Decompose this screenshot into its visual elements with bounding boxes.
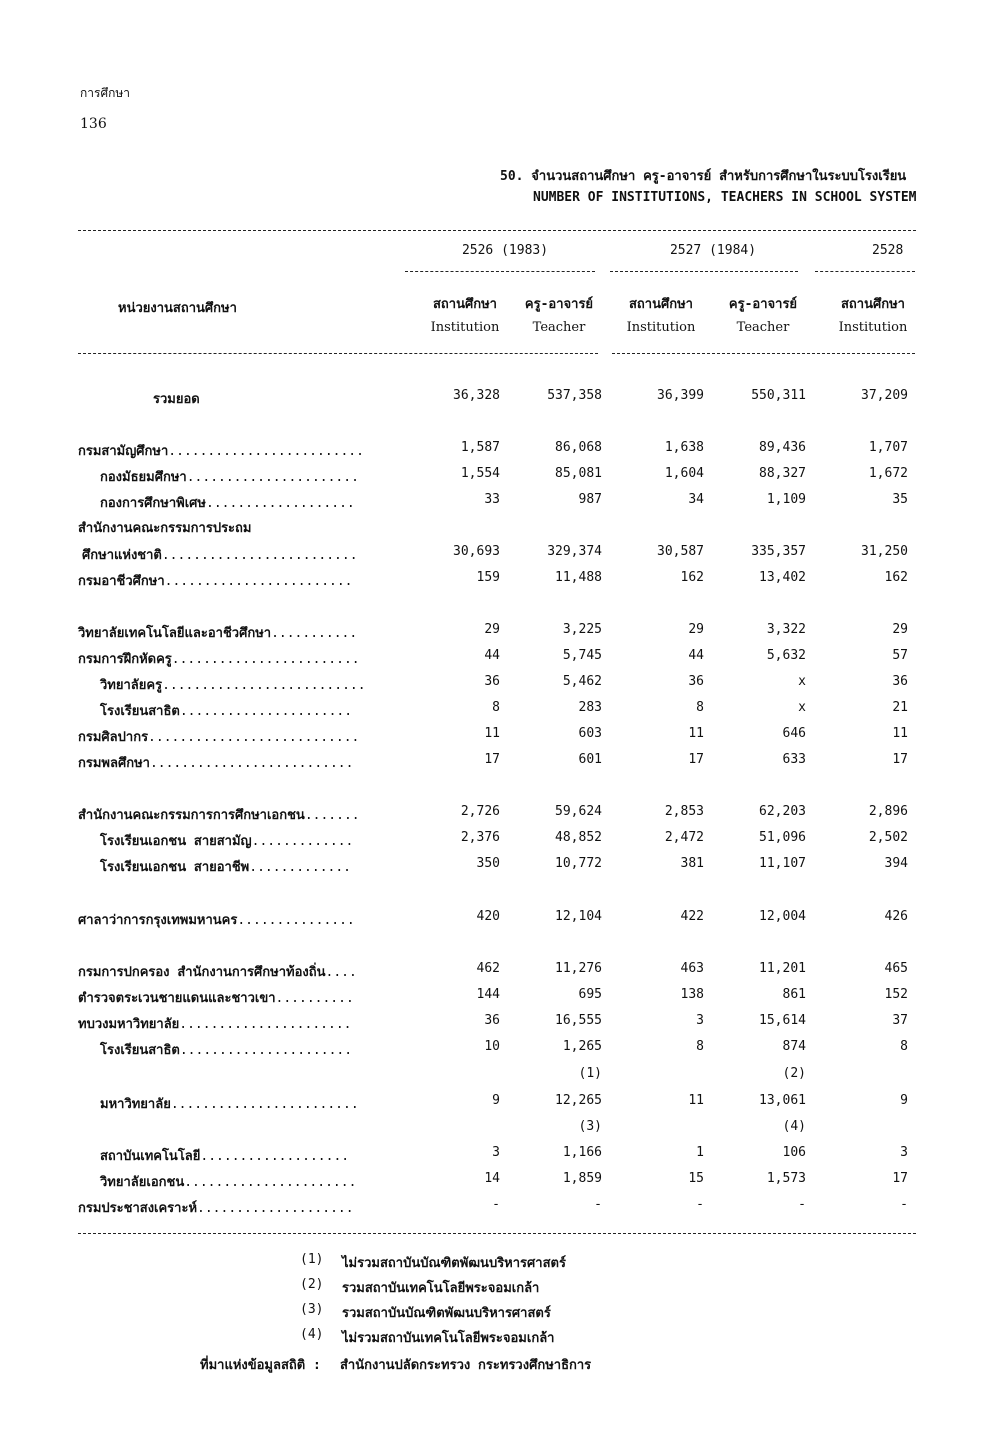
- row-label-text: สำนักงานคณะกรรมการประถม: [78, 521, 252, 536]
- cell-value: 5,745: [562, 648, 602, 663]
- cell-value: 11,276: [555, 961, 602, 976]
- cell-value: 2,896: [868, 804, 908, 819]
- row-label-text: กรมอาชีวศึกษา: [78, 574, 165, 589]
- table-row: [0, 830, 990, 854]
- row-label: [78, 726, 359, 747]
- cell-value: 13,061: [759, 1093, 806, 1108]
- cell-value: -: [696, 1197, 704, 1212]
- row-label: [100, 466, 359, 487]
- cell-value: 8: [696, 1039, 704, 1054]
- row-label-text: กรมสามัญศึกษา: [78, 444, 169, 459]
- cell-value: 3: [696, 1013, 704, 1028]
- table-row: [0, 987, 990, 1011]
- table-row: [0, 1039, 990, 1063]
- table-row: [0, 1119, 990, 1143]
- cell-value: 144: [476, 987, 500, 1002]
- cell-value: 1: [696, 1145, 704, 1160]
- leader-dots: ......................: [186, 470, 359, 485]
- row-label-text: กรมพลศึกษา: [78, 756, 150, 771]
- footnote-text: ไม่รวมสถาบันเทคโนโลยีพระจอมเกล้า: [342, 1331, 555, 1346]
- table-row: [0, 544, 990, 568]
- row-label-text: วิทยาลัยเทคโนโลยีและอาชีวศึกษา: [78, 626, 272, 641]
- row-label-text: ศาลาว่าการกรุงเทพมหานคร: [78, 913, 238, 928]
- row-label-text: กรมการปกครอง สำนักงานการศึกษาท้องถิ่น: [78, 965, 326, 980]
- cell-value: 62,203: [759, 804, 806, 819]
- row-label-text: ศึกษาแห่งชาติ: [82, 548, 162, 563]
- footnote-text: รวมสถาบันเทคโนโลยีพระจอมเกล้า: [342, 1281, 540, 1296]
- table-title-english: NUMBER OF INSTITUTIONS, TEACHERS IN SCHOOL SYSTEM: [533, 190, 917, 205]
- year-rule-1985: [815, 271, 915, 272]
- row-label: [82, 544, 358, 565]
- cell-value: 30,693: [453, 544, 500, 559]
- cell-value: 463: [680, 961, 704, 976]
- col-header-en: Teacher: [736, 320, 790, 335]
- cell-value: 159: [476, 570, 500, 585]
- cell-value: 8: [900, 1039, 908, 1054]
- cell-value: 14: [484, 1171, 500, 1186]
- cell-value: (2): [782, 1066, 806, 1081]
- cell-value: 329,374: [547, 544, 602, 559]
- header-bottom-rule-right: [612, 353, 915, 354]
- table-row: [0, 752, 990, 776]
- row-label: [78, 961, 357, 982]
- header-bottom-rule-left: [78, 353, 598, 354]
- cell-value: 3,225: [562, 622, 602, 637]
- cell-value: 5,462: [562, 674, 602, 689]
- cell-value: 11,201: [759, 961, 806, 976]
- table-row: [0, 804, 990, 828]
- cell-value: 2,726: [460, 804, 500, 819]
- leader-dots: ...............: [237, 913, 355, 928]
- cell-value: 335,357: [751, 544, 806, 559]
- row-label: [100, 1039, 352, 1060]
- cell-value: 874: [782, 1039, 806, 1054]
- table-row: [0, 1093, 990, 1117]
- row-label: [100, 492, 355, 513]
- footnote-mark: (4): [300, 1327, 324, 1342]
- cell-value: 59,624: [555, 804, 602, 819]
- leader-dots: ..........................: [162, 678, 366, 693]
- footnote-text: ไม่รวมสถาบันบัณฑิตพัฒนบริหารศาสตร์: [342, 1256, 566, 1271]
- table-title-thai: 50. จำนวนสถานศึกษา ครู-อาจารย์ สำหรับการศึกษาในระบบโรงเรียน: [500, 169, 907, 184]
- row-label-text: โรงเรียนสาธิต: [100, 1043, 180, 1058]
- leader-dots: ...........................: [148, 730, 360, 745]
- leader-dots: ......................: [179, 1017, 352, 1032]
- cell-value: 1,573: [766, 1171, 806, 1186]
- row-label-text: วิทยาลัยครู: [100, 678, 163, 693]
- table-row: [0, 517, 990, 541]
- cell-value: 8: [696, 700, 704, 715]
- col-header-th: ครู-อาจารย์: [728, 297, 798, 312]
- leader-dots: ........................: [164, 574, 353, 589]
- cell-value: 465: [884, 961, 908, 976]
- col-header-en: Institution: [430, 320, 500, 335]
- cell-value: 138: [680, 987, 704, 1002]
- footnote-text: รวมสถาบันบัณฑิตพัฒนบริหารศาสตร์: [342, 1306, 551, 1321]
- row-label-text: กองมัธยมศึกษา: [100, 470, 187, 485]
- row-label-text: ตำรวจตระเวนชายแดนและชาวเขา: [78, 991, 276, 1006]
- col-header-en: Institution: [626, 320, 696, 335]
- row-label: [78, 517, 251, 538]
- cell-value: 422: [680, 909, 704, 924]
- cell-value: 29: [688, 622, 704, 637]
- cell-value: 537,358: [547, 388, 602, 403]
- col-header-th: ครู-อาจารย์: [524, 297, 594, 312]
- cell-value: 9: [900, 1093, 908, 1108]
- cell-value: 1,587: [460, 440, 500, 455]
- leader-dots: ........................: [171, 652, 360, 667]
- cell-value: 29: [484, 622, 500, 637]
- cell-value: 861: [782, 987, 806, 1002]
- leader-dots: ..........: [275, 991, 354, 1006]
- cell-value: 11: [892, 726, 908, 741]
- cell-value: 1,265: [562, 1039, 602, 1054]
- row-label: [78, 648, 360, 669]
- cell-value: 34: [688, 492, 704, 507]
- row-label-text: โรงเรียนสาธิต: [100, 704, 180, 719]
- table-row: [0, 440, 990, 464]
- row-label: [78, 987, 354, 1008]
- cell-value: 36: [688, 674, 704, 689]
- leader-dots: .........................: [161, 548, 358, 563]
- cell-value: 1,859: [562, 1171, 602, 1186]
- cell-value: 426: [884, 909, 908, 924]
- cell-value: 1,166: [562, 1145, 602, 1160]
- cell-value: 2,472: [664, 830, 704, 845]
- table-row: [0, 1171, 990, 1195]
- row-label: [78, 752, 353, 773]
- col-header-th: สถานศึกษา: [841, 297, 905, 312]
- cell-value: 51,096: [759, 830, 806, 845]
- cell-value: 44: [484, 648, 500, 663]
- row-label: [100, 856, 351, 877]
- table-row: [0, 492, 990, 516]
- leader-dots: ...................: [200, 1149, 350, 1164]
- cell-value: 33: [484, 492, 500, 507]
- row-label: [78, 440, 364, 461]
- cell-value: 36: [484, 674, 500, 689]
- table-row: [0, 1066, 990, 1090]
- leader-dots: ..........................: [149, 756, 354, 771]
- cell-value: 106: [782, 1145, 806, 1160]
- leader-dots: ....................: [197, 1201, 354, 1216]
- cell-value: 35: [892, 492, 908, 507]
- cell-value: 5,632: [766, 648, 806, 663]
- row-label: [78, 804, 360, 825]
- cell-value: 36,328: [453, 388, 500, 403]
- table-row: [0, 856, 990, 880]
- row-label-text: สถาบันเทคโนโลยี: [100, 1149, 201, 1164]
- year-header-1984: 2527 (1984): [669, 243, 757, 258]
- cell-value: -: [594, 1197, 602, 1212]
- cell-value: (3): [578, 1119, 602, 1134]
- cell-value: 2,502: [868, 830, 908, 845]
- cell-value: 394: [884, 856, 908, 871]
- col-header-th: สถานศึกษา: [629, 297, 693, 312]
- cell-value: 57: [892, 648, 908, 663]
- cell-value: 30,587: [657, 544, 704, 559]
- row-header-label: หน่วยงานสถานศึกษา: [118, 301, 237, 316]
- table-row: [0, 1145, 990, 1169]
- cell-value: x: [798, 674, 806, 689]
- cell-value: 15,614: [759, 1013, 806, 1028]
- leader-dots: ......................: [179, 1043, 353, 1058]
- leader-dots: ...................: [206, 496, 355, 511]
- cell-value: 646: [782, 726, 806, 741]
- cell-value: 36: [484, 1013, 500, 1028]
- footnote-mark: (1): [300, 1252, 324, 1267]
- leader-dots: .............: [251, 834, 354, 849]
- cell-value: 695: [578, 987, 602, 1002]
- cell-value: 152: [884, 987, 908, 1002]
- footnote-mark: (2): [300, 1277, 324, 1292]
- row-label: [78, 570, 353, 591]
- cell-value: 1,554: [460, 466, 500, 481]
- cell-value: 10: [484, 1039, 500, 1054]
- cell-value: 1,638: [664, 440, 704, 455]
- cell-value: 9: [492, 1093, 500, 1108]
- year-rule-1983: [405, 271, 595, 272]
- leader-dots: .............: [249, 860, 352, 875]
- cell-value: 2,376: [460, 830, 500, 845]
- cell-value: 12,004: [759, 909, 806, 924]
- table-row: [0, 1013, 990, 1037]
- row-label: [100, 1171, 356, 1192]
- cell-value: 1,604: [664, 466, 704, 481]
- year-rule-1984: [610, 271, 798, 272]
- table-row: [0, 622, 990, 646]
- table-row: [0, 466, 990, 490]
- cell-value: 12,104: [555, 909, 602, 924]
- leader-dots: ...........: [271, 626, 358, 641]
- cell-value: 17: [688, 752, 704, 767]
- cell-value: 36: [892, 674, 908, 689]
- cell-value: 37: [892, 1013, 908, 1028]
- row-label: [100, 830, 353, 851]
- cell-value: 89,436: [759, 440, 806, 455]
- cell-value: 987: [578, 492, 602, 507]
- cell-value: 3: [492, 1145, 500, 1160]
- cell-value: 86,068: [555, 440, 602, 455]
- cell-value: 462: [476, 961, 500, 976]
- row-label-text: โรงเรียนเอกชน สายอาชีพ: [100, 860, 250, 875]
- cell-value: 1,707: [868, 440, 908, 455]
- cell-value: 48,852: [555, 830, 602, 845]
- col-header-en: Teacher: [532, 320, 586, 335]
- cell-value: 1,672: [868, 466, 908, 481]
- table-row: [0, 700, 990, 724]
- table-row: [0, 648, 990, 672]
- cell-value: 16,555: [555, 1013, 602, 1028]
- year-header-1985: 2528: [872, 243, 904, 258]
- cell-value: 2,853: [664, 804, 704, 819]
- cell-value: 381: [680, 856, 704, 871]
- row-label-text: รวมยอด: [153, 392, 200, 407]
- table-row: [0, 388, 990, 412]
- cell-value: 31,250: [861, 544, 908, 559]
- table-row: [0, 570, 990, 594]
- cell-value: 3,322: [766, 622, 806, 637]
- cell-value: 17: [484, 752, 500, 767]
- cell-value: 11: [484, 726, 500, 741]
- col-header-th: สถานศึกษา: [433, 297, 497, 312]
- col-header-en: Institution: [838, 320, 908, 335]
- cell-value: 85,081: [555, 466, 602, 481]
- row-label: [100, 700, 352, 721]
- row-label: [100, 674, 366, 695]
- cell-value: 15: [688, 1171, 704, 1186]
- cell-value: 3: [900, 1145, 908, 1160]
- chapter-label: การศึกษา: [80, 86, 130, 100]
- cell-value: 601: [578, 752, 602, 767]
- cell-value: 162: [680, 570, 704, 585]
- cell-value: -: [492, 1197, 500, 1212]
- cell-value: 550,311: [751, 388, 806, 403]
- cell-value: 11,107: [759, 856, 806, 871]
- row-label: [78, 909, 355, 930]
- cell-value: 8: [492, 700, 500, 715]
- leader-dots: .......: [304, 808, 360, 823]
- cell-value: 12,265: [555, 1093, 602, 1108]
- leader-dots: ......................: [179, 704, 353, 719]
- cell-value: 17: [892, 1171, 908, 1186]
- table-row: [0, 674, 990, 698]
- year-header-1983: 2526 (1983): [461, 243, 549, 258]
- table-row: [0, 726, 990, 750]
- cell-value: 350: [476, 856, 500, 871]
- cell-value: 11: [688, 726, 704, 741]
- leader-dots: ........................: [170, 1097, 359, 1112]
- cell-value: 11: [688, 1093, 704, 1108]
- cell-value: 88,327: [759, 466, 806, 481]
- source-text: สำนักงานปลัดกระทรวง กระทรวงศึกษาธิการ: [340, 1358, 592, 1373]
- table-row: [0, 1197, 990, 1221]
- leader-dots: ....: [325, 965, 357, 980]
- cell-value: 11,488: [555, 570, 602, 585]
- bottom-rule: [78, 1233, 916, 1234]
- cell-value: 17: [892, 752, 908, 767]
- cell-value: -: [798, 1197, 806, 1212]
- cell-value: 162: [884, 570, 908, 585]
- cell-value: 13,402: [759, 570, 806, 585]
- cell-value: -: [900, 1197, 908, 1212]
- row-label-text: ทบวงมหาวิทยาลัย: [78, 1017, 180, 1032]
- cell-value: 1,109: [766, 492, 806, 507]
- cell-value: 420: [476, 909, 500, 924]
- leader-dots: ......................: [184, 1175, 357, 1190]
- leader-dots: .........................: [168, 444, 364, 459]
- row-label-text: กรมประชาสงเคราะห์: [78, 1201, 198, 1216]
- row-label: [78, 622, 357, 643]
- table-row: [0, 961, 990, 985]
- table-row: [0, 909, 990, 933]
- cell-value: 36,399: [657, 388, 704, 403]
- row-label: [78, 1197, 354, 1218]
- row-label-text: กรมการฝึกหัดครู: [78, 652, 172, 667]
- row-label-text: สำนักงานคณะกรรมการการศึกษาเอกชน: [78, 808, 305, 823]
- row-label-text: กรมศิลปากร: [78, 730, 149, 745]
- cell-value: 283: [578, 700, 602, 715]
- row-label: [100, 1093, 359, 1114]
- cell-value: (1): [578, 1066, 602, 1081]
- row-label-text: โรงเรียนเอกชน สายสามัญ: [100, 834, 252, 849]
- cell-value: 37,209: [861, 388, 908, 403]
- footnote-mark: (3): [300, 1302, 324, 1317]
- row-label: [153, 388, 200, 409]
- row-label-text: วิทยาลัยเอกชน: [100, 1175, 185, 1190]
- row-label-text: มหาวิทยาลัย: [100, 1097, 171, 1112]
- row-label: [100, 1145, 349, 1166]
- cell-value: (4): [782, 1119, 806, 1134]
- cell-value: 44: [688, 648, 704, 663]
- source-label: ที่มาแห่งข้อมูลสถิติ :: [200, 1358, 321, 1373]
- row-label-text: กองการศึกษาพิเศษ: [100, 496, 207, 511]
- cell-value: 603: [578, 726, 602, 741]
- cell-value: 10,772: [555, 856, 602, 871]
- cell-value: 21: [892, 700, 908, 715]
- row-label: [78, 1013, 351, 1034]
- cell-value: x: [798, 700, 806, 715]
- cell-value: 633: [782, 752, 806, 767]
- top-rule: [78, 230, 916, 231]
- page-number: 136: [80, 116, 107, 132]
- cell-value: 29: [892, 622, 908, 637]
